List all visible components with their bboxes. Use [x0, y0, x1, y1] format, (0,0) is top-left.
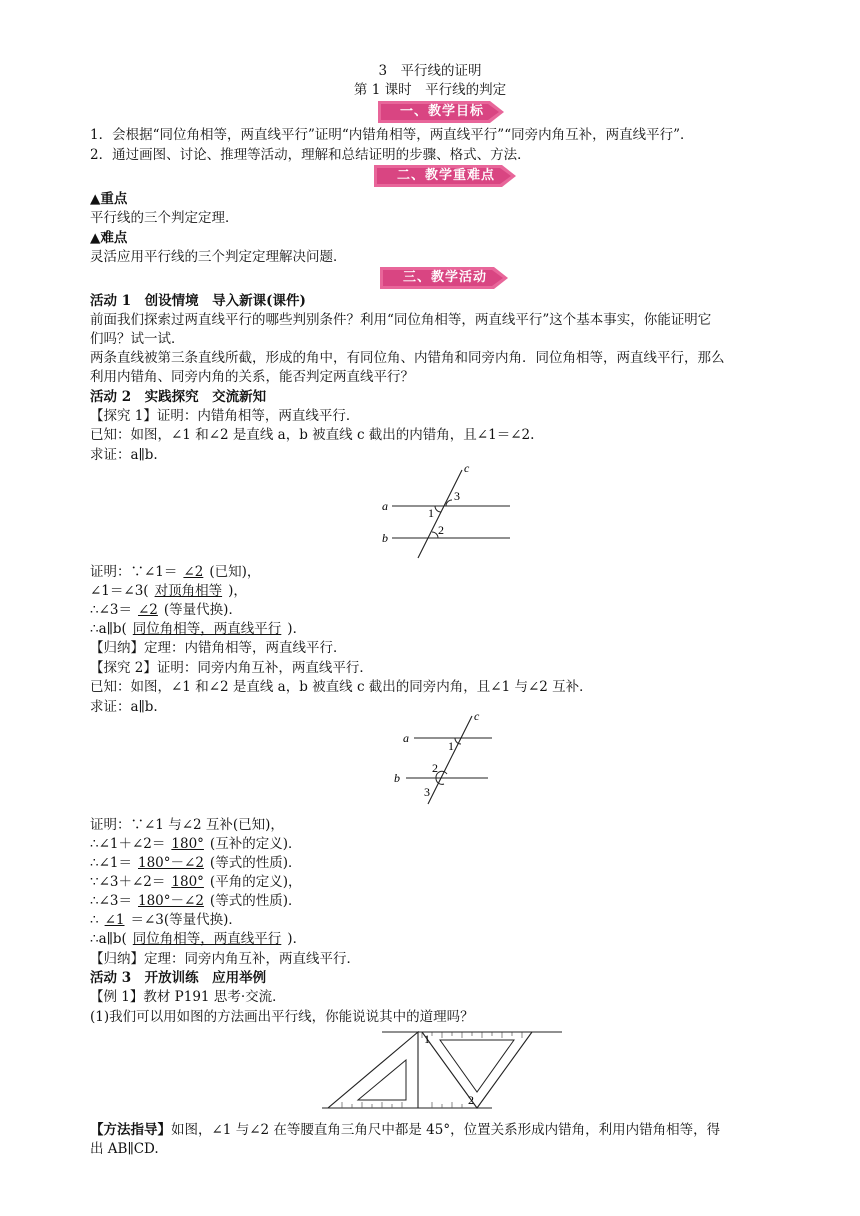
explore1-step1 [90, 563, 260, 581]
section-banner-activities [380, 267, 510, 289]
explore2-step6 [90, 911, 242, 929]
text: 证明：∵∠1＝ [90, 564, 178, 580]
figure-same-side-angles [392, 712, 502, 808]
activity1-para1-line1 [90, 311, 711, 329]
answer-blank: 同位角相等，两直线平行 [132, 931, 282, 947]
label-angle-2: 2 [438, 523, 444, 537]
text: ∴∠3＝ [90, 893, 132, 909]
label-angle-1: 1 [424, 1032, 430, 1046]
activity1-para2-line2: 利用内错角、同旁内角的关系，能否判定两直线平行？ [90, 369, 414, 385]
answer-blank: 180° [171, 836, 204, 852]
text: ∴a∥b( [90, 621, 127, 637]
angle-arc-1 [435, 506, 441, 512]
example1-title: 【例 1】教材 P191 思考·交流． [90, 989, 286, 1005]
explore2-title: 【探究 2】证明：同旁内角互补，两直线平行． [90, 660, 373, 676]
method-guidance-line2: 出 AB∥CD. [90, 1141, 159, 1157]
label-angle-1: 1 [428, 506, 434, 520]
ruler-ticks-top [422, 1032, 522, 1038]
text: )． [287, 621, 307, 637]
text: (平角的定义)， [209, 874, 302, 890]
answer-blank: ∠1 [104, 912, 125, 928]
line-c [428, 716, 472, 804]
activity3-heading: 活动 3 开放训练 应用举例 [90, 970, 267, 986]
text: (等量代换)． [163, 602, 242, 618]
answer-blank: ∠2 [183, 564, 204, 580]
label-angle-2: 2 [432, 761, 438, 775]
method-heading: 【方法指导】 [90, 1122, 171, 1138]
activity1-heading: 活动 1 创设情境 导入新课(课件) [90, 293, 306, 309]
text: )． [287, 931, 307, 947]
goal-2: 2．通过画图、讨论、推理等活动，理解和总结证明的步骤、格式、方法． [90, 147, 531, 163]
section-banner-goals [378, 101, 506, 123]
text: (等式的性质)． [209, 855, 302, 871]
activity1-para2-line1: 两条直线被第三条直线所截，形成的角中，有同位角、内错角和同旁内角．同位角相等，两直线平行，那么 [90, 350, 725, 366]
explore2-prove: 求证：a∥b. [90, 699, 158, 715]
key-heading: ▲重点 [90, 191, 128, 207]
answer-blank: 180°－∠2 [138, 855, 204, 871]
section-title: 三、教学活动 [402, 270, 487, 285]
text: (已知)， [209, 564, 261, 580]
label-c: c [464, 462, 470, 475]
explore2-step5 [90, 892, 301, 910]
explore1-step4 [90, 620, 306, 638]
text: ∴∠3＝ [90, 602, 132, 618]
text: )， [228, 583, 247, 599]
lesson-subtitle: 第 1 课时 平行线的判定 [353, 82, 507, 98]
method-guidance-line1 [90, 1121, 720, 1139]
set-square-left-inner [358, 1060, 406, 1100]
figure-alternate-angles [372, 462, 522, 562]
ruler-ticks-bottom [342, 1102, 462, 1108]
set-square-right-inner [440, 1040, 514, 1092]
text: ∴a∥b( [90, 931, 127, 947]
explore2-step2 [90, 835, 301, 853]
explore1-prove: 求证：a∥b. [90, 447, 158, 463]
set-square-left-outer [328, 1032, 418, 1108]
explore1-step2 [90, 582, 247, 600]
text: ＝∠3(等量代换)． [130, 912, 242, 928]
explore2-step4 [90, 873, 301, 891]
text: ∵∠3＋∠2＝ [90, 874, 166, 890]
explore2-given: 已知：如图，∠1 和∠2 是直线 a，b 被直线 c 截出的同旁内角，且∠1 与∠2 互补． [90, 679, 593, 695]
text: 前面我们探索过两直线平行的哪些判别条件？利用“同位角相等，两直线平行”这个基本事实，你能证明它 [90, 312, 712, 328]
difficult-text: 灵活应用平行线的三个判定定理解决问题． [90, 249, 347, 265]
label-angle-2: 2 [468, 1093, 474, 1107]
explore2-step3 [90, 854, 301, 872]
example1-question: (1)我们可以用如图的方法画出平行线，你能说说其中的道理吗？ [90, 1009, 474, 1025]
label-angle-3: 3 [454, 489, 460, 503]
answer-blank: 同位角相等，两直线平行 [132, 621, 282, 637]
goal-1: 1．会根据“同位角相等，两直线平行”证明“内错角相等，两直线平行”“同旁内角互补，两直线平行”． [90, 127, 694, 143]
text: (互补的定义)． [209, 836, 302, 852]
label-b: b [394, 771, 400, 785]
explore1-step3 [90, 601, 242, 619]
explore2-step7 [90, 930, 306, 948]
label-a: a [403, 731, 409, 745]
activity2-heading: 活动 2 实践探究 交流新知 [90, 389, 267, 405]
label-c: c [474, 712, 480, 723]
explore1-given: 已知：如图，∠1 和∠2 是直线 a，b 被直线 c 截出的内错角，且∠1＝∠2. [90, 427, 535, 443]
key-text: 平行线的三个判定定理． [90, 210, 239, 226]
label-b: b [382, 531, 388, 545]
explore1-title: 【探究 1】证明：内错角相等，两直线平行． [90, 408, 360, 424]
explore1-summary: 【归纳】定理：内错角相等，两直线平行． [90, 640, 347, 656]
set-square-right-outer [422, 1032, 532, 1108]
label-a: a [382, 499, 388, 513]
text: (等式的性质)． [209, 893, 302, 909]
explore2-step1: 证明：∵∠1 与∠2 互补(已知)， [90, 817, 284, 833]
activity1-para1-line2: 们吗？试一试． [90, 331, 185, 347]
explore2-summary: 【归纳】定理：同旁内角互补，两直线平行． [90, 951, 360, 967]
answer-blank: 对顶角相等 [154, 583, 223, 599]
figure-set-square-parallel [322, 1026, 566, 1116]
line-c [418, 470, 462, 558]
section-title: 一、教学目标 [399, 104, 484, 119]
text: 如图，∠1 与∠2 在等腰直角三角尺中都是 45°，位置关系形成内错角，利用内错角相等，得 [171, 1122, 721, 1138]
text: ∴∠1＝ [90, 855, 132, 871]
text: ∠1＝∠3( [90, 583, 149, 599]
answer-blank: 180° [171, 874, 204, 890]
text: ∴∠1＋∠2＝ [90, 836, 166, 852]
lesson-title: 3 平行线的证明 [378, 63, 482, 79]
label-angle-1: 1 [448, 739, 454, 753]
answer-blank: ∠2 [138, 602, 158, 618]
label-angle-3: 3 [424, 785, 430, 799]
text: ∴ [90, 912, 99, 928]
difficult-heading: ▲难点 [90, 230, 128, 246]
section-banner-keypoints [374, 165, 518, 187]
section-title: 二、教学重难点 [396, 168, 495, 183]
answer-blank: 180°－∠2 [138, 893, 204, 909]
